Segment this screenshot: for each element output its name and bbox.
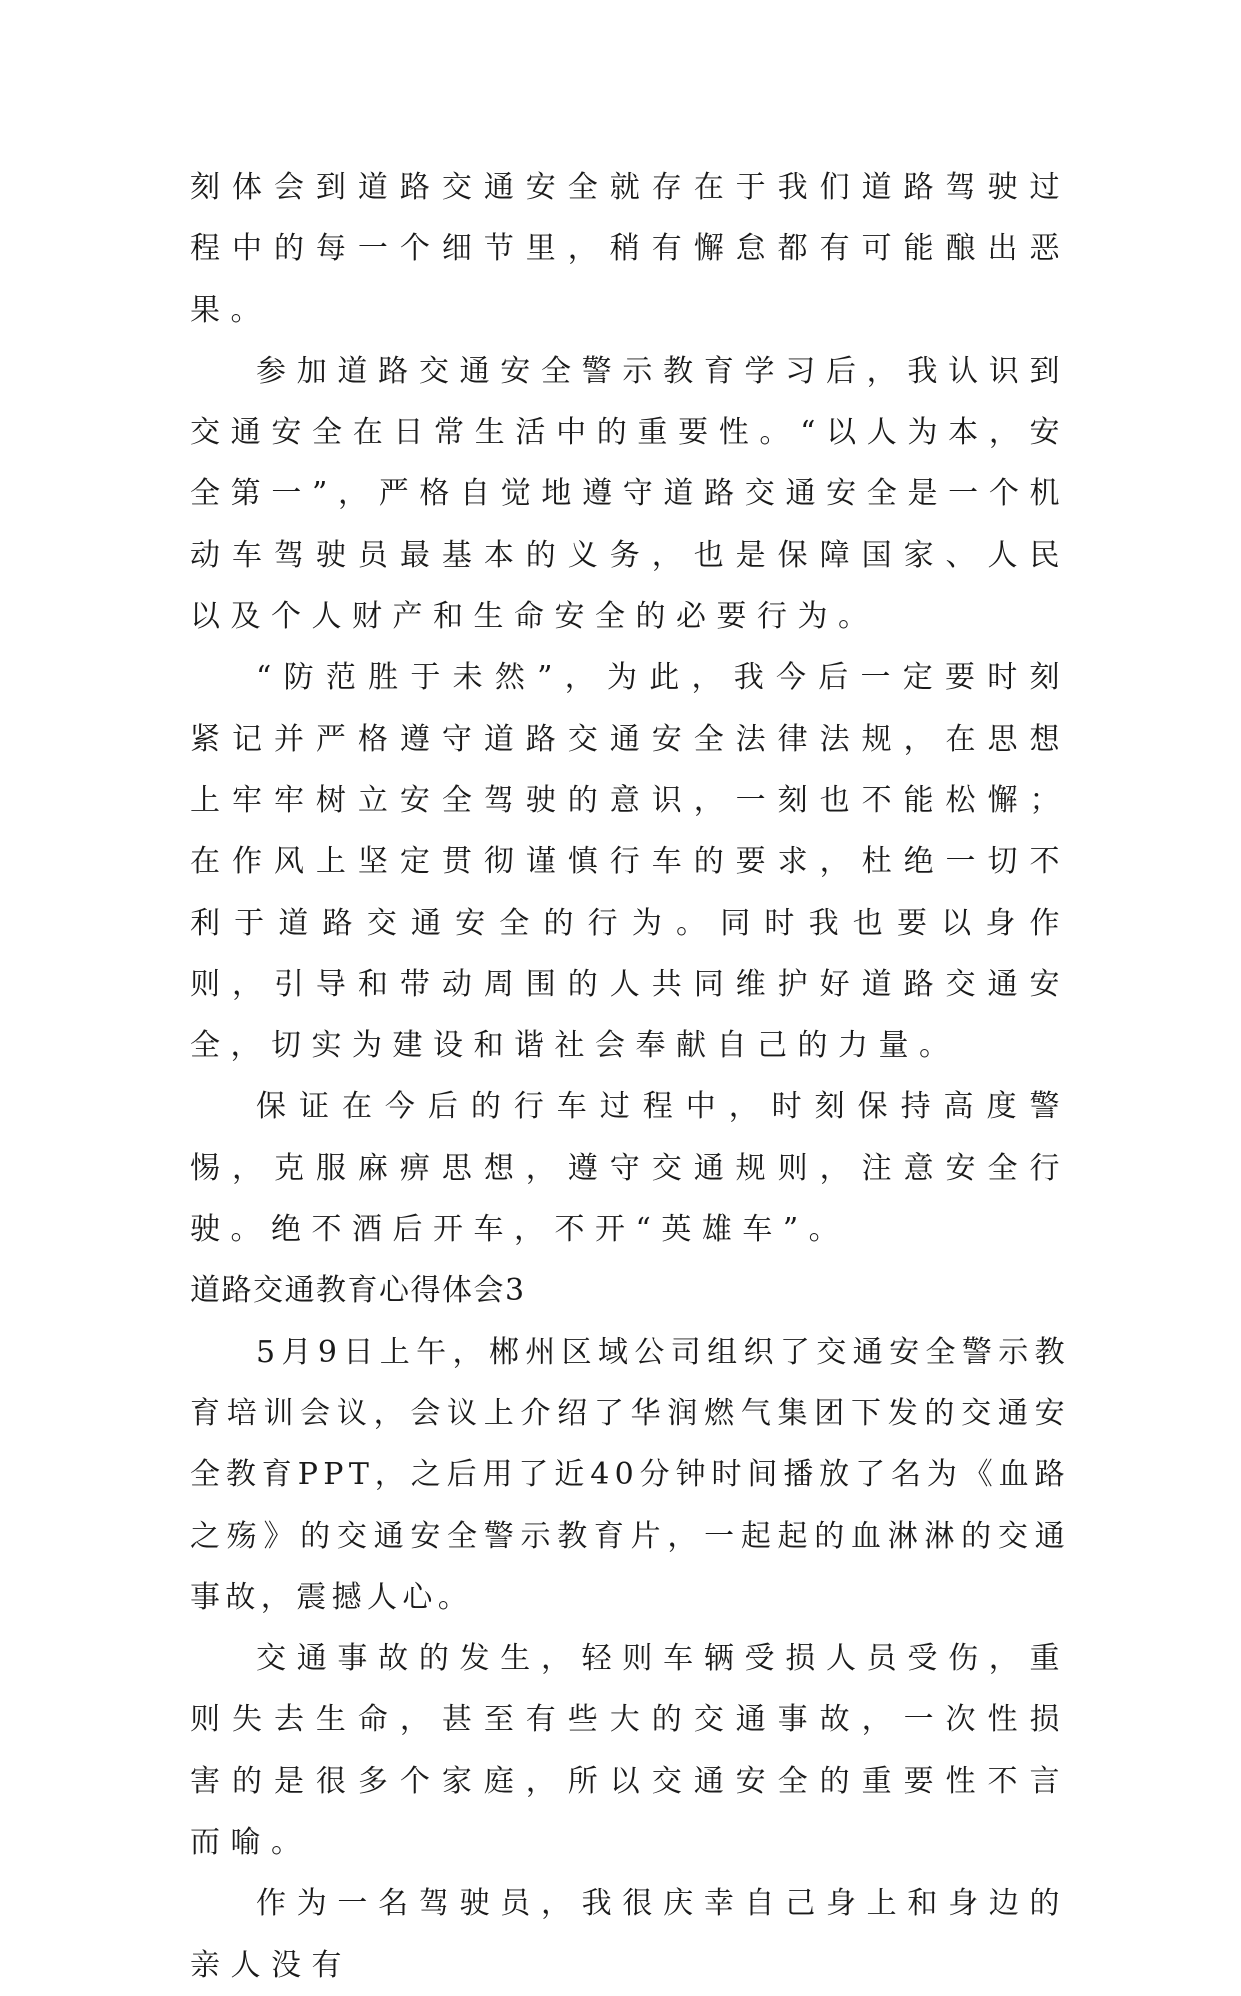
section-heading: 道路交通教育心得体会3: [190, 1273, 526, 1309]
paragraph-driver-reflection: 作为一名驾驶员，我很庆幸自己身上和身边的亲人没有: [190, 1886, 1070, 1983]
paragraph-continuation: 刻体会到道路交通安全就存在于我们道路驾驶过程中的每一个细节里，稍有懈怠都有可能酿出恶果。: [190, 170, 1070, 328]
paragraph-training-meeting: 5月9日上午，郴州区域公司组织了交通安全警示教育培训会议，会议上介绍了华润燃气集团下发的交通安全教育PPT，之后用了近40分钟时间播放了名为《血路之殇》的交通安全警示教育片，一起起的血淋淋的交通事故，震撼人心。: [190, 1334, 1070, 1615]
paragraph-accident-consequences: 交通事故的发生，轻则车辆受损人员受伤，重则失去生命，甚至有些大的交通事故，一次性损害的是很多个家庭，所以交通安全的重要性不言而喻。: [190, 1641, 1070, 1861]
paragraph-safety-awareness: 参加道路交通安全警示教育学习后，我认识到交通安全在日常生活中的重要性。“以人为本，安全第一”，严格自觉地遵守道路交通安全是一个机动车驾驶员最基本的义务，也是保障国家、人民以及个人财产和生命安全的必要行为。: [190, 353, 1070, 635]
paragraph-promise: 保证在今后的行车过程中，时刻保持高度警惕，克服麻痹思想，遵守交通规则，注意安全行驶。绝不酒后开车，不开“英雄车”。: [190, 1089, 1070, 1248]
paragraph-prevention: “防范胜于未然”，为此，我今后一定要时刻紧记并严格遵守道路交通安全法律法规，在思想上牢牢树立安全驾驶的意识，一刻也不能松懈；在作风上坚定贯彻谨慎行车的要求，杜绝一切不利于道路交通安全的行为。同时我也要以身作则，引导和带动周围的人共同维护好道路交通安全，切实为建设和谐社会奉献自己的力量。: [190, 660, 1070, 1064]
document-body: [190, 157, 1070, 1996]
